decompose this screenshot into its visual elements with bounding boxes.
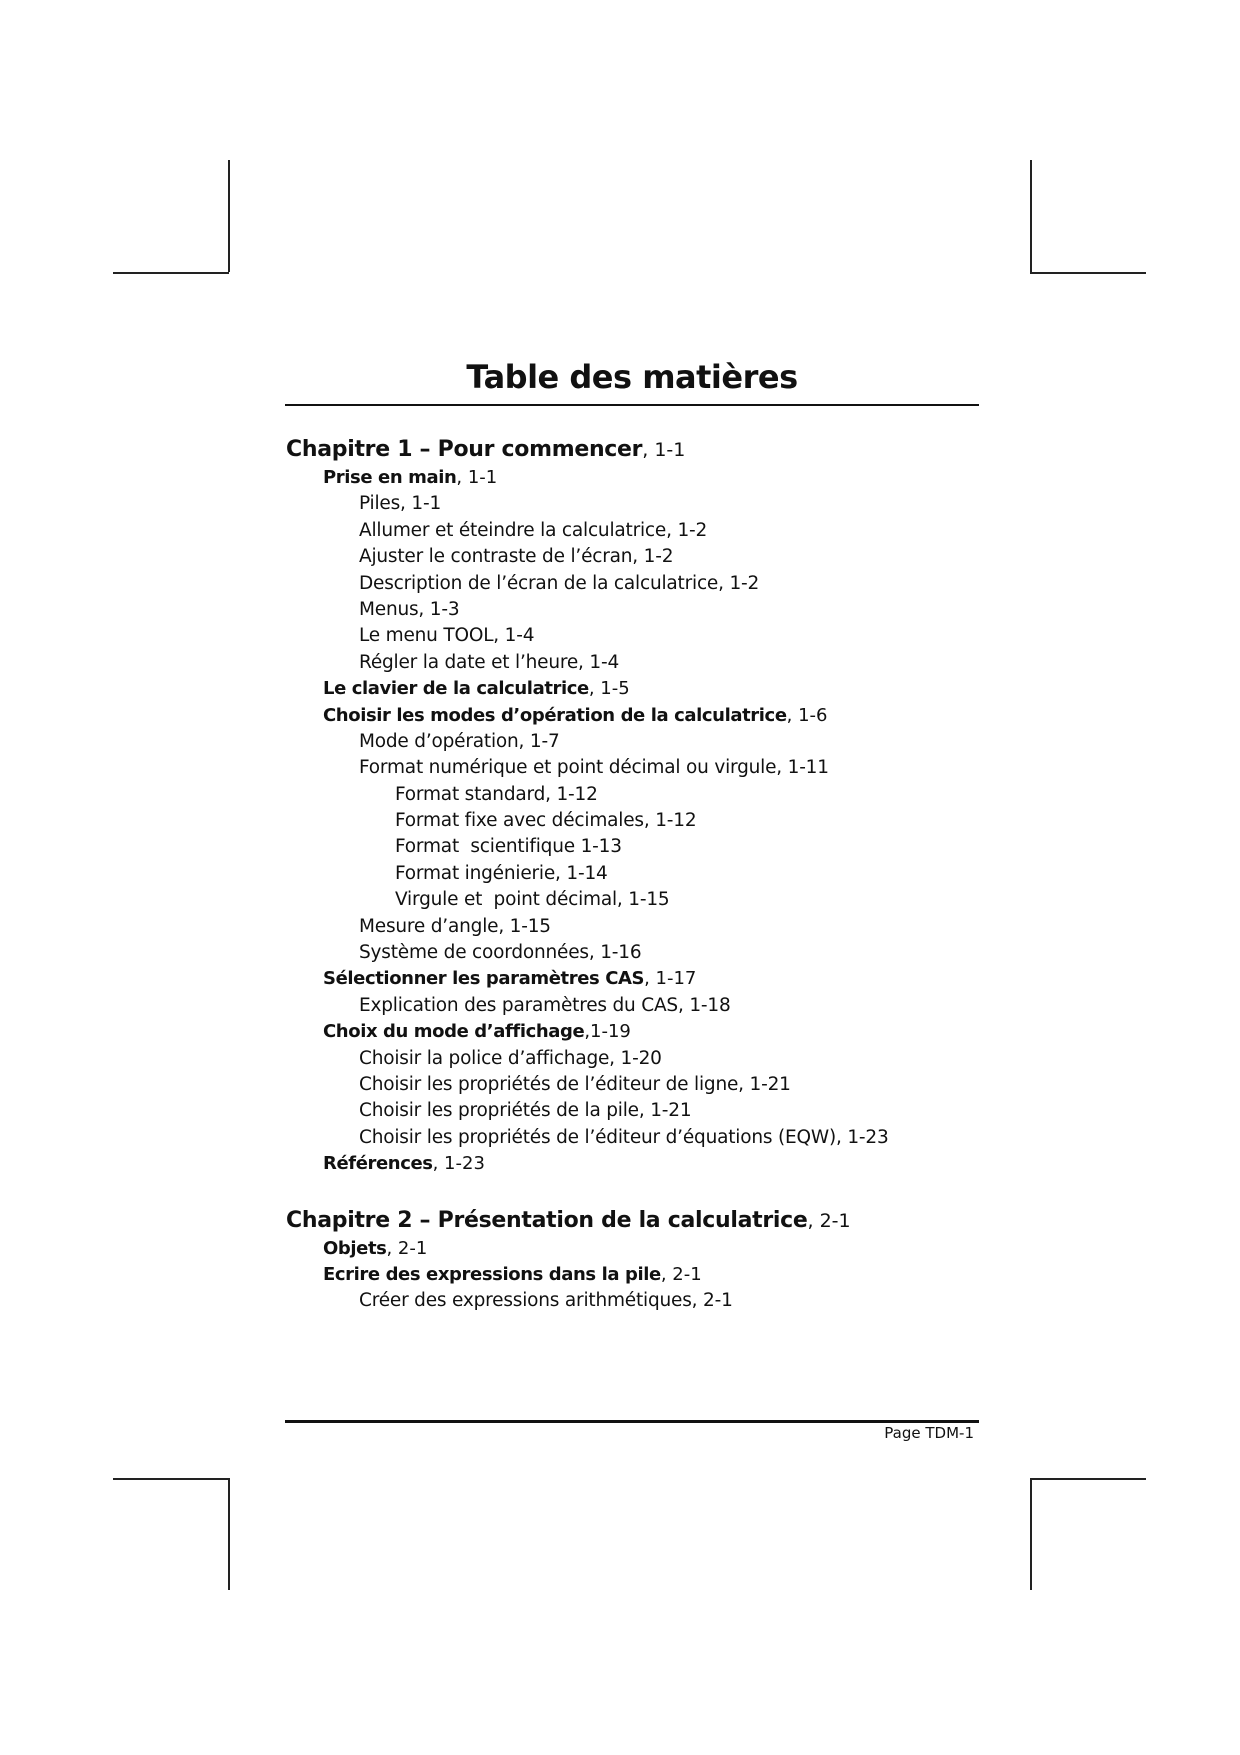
toc-section[interactable]: Choix du mode d’affichage,1-19 [323,1021,631,1043]
chapter-heading-1[interactable] [286,435,986,465]
toc-subsection[interactable]: Choisir les propriétés de la pile, 1-21 [359,1100,692,1122]
chapter-heading-2[interactable] [286,1206,986,1236]
chapter-page: , 1-1 [642,439,686,461]
crop-mark-bottom-left-horizontal [113,1478,229,1480]
toc-subsection[interactable]: Système de coordonnées, 1-16 [359,942,642,964]
crop-mark-top-left-horizontal [113,272,229,274]
toc-section[interactable]: Le clavier de la calculatrice, 1-5 [323,678,630,700]
toc-section[interactable]: Prise en main, 1-1 [323,467,498,488]
toc-section[interactable]: Objets, 2-1 [323,1237,428,1259]
page-number: Page TDM-1 [884,1424,974,1442]
toc-section[interactable]: Choisir les modes d’opération de la calculatrice, 1-6 [323,704,828,726]
crop-mark-bottom-left-vertical [228,1478,230,1590]
crop-mark-bottom-right-vertical [1030,1478,1032,1590]
toc-subsection[interactable]: Mode d’opération, 1-7 [359,730,560,752]
table-of-contents [286,435,986,1315]
toc-subsection[interactable]: Le menu TOOL, 1-4 [359,625,535,647]
page-title: Table des matières [466,358,798,396]
toc-subsection[interactable]: Format numérique et point décimal ou virgule, 1-11 [359,757,829,779]
toc-subsubsection[interactable]: Format scientifique 1-13 [395,836,622,858]
toc-subsubsection[interactable]: Format fixe avec décimales, 1-12 [395,810,697,832]
toc-subsection[interactable]: Piles, 1-1 [359,493,442,515]
toc-subsection[interactable]: Allumer et éteindre la calculatrice, 1-2 [359,519,708,541]
toc-subsection[interactable]: Explication des paramètres du CAS, 1-18 [359,994,731,1016]
toc-subsection[interactable]: Menus, 1-3 [359,598,460,620]
crop-mark-bottom-right-horizontal [1030,1478,1146,1480]
toc-subsection[interactable]: Choisir la police d’affichage, 1-20 [359,1047,662,1069]
toc-subsubsection[interactable]: Format ingénierie, 1-14 [395,862,608,884]
chapter-page: , 2-1 [807,1209,851,1232]
crop-mark-top-left-vertical [228,160,230,272]
toc-subsubsection[interactable]: Format standard, 1-12 [395,783,598,805]
toc-subsubsection[interactable]: Virgule et point décimal, 1-15 [395,889,670,911]
toc-section[interactable]: Références, 1-23 [323,1153,485,1175]
toc-subsection[interactable]: Mesure d’angle, 1-15 [359,915,551,937]
toc-subsection[interactable]: Choisir les propriétés de l’éditeur de ligne, 1-21 [359,1073,791,1095]
crop-mark-top-right-vertical [1030,160,1032,272]
chapter-title: Chapitre 2 – Présentation de la calculatrice [286,1207,808,1233]
toc-subsection[interactable]: Créer des expressions arithmétiques, 2-1 [359,1290,733,1312]
footer-rule [285,1420,979,1423]
chapter-title: Chapitre 1 – Pour commencer [286,437,643,462]
toc-subsection[interactable]: Description de l’écran de la calculatrice, 1-2 [359,572,760,594]
toc-subsection[interactable]: Choisir les propriétés de l’éditeur d’équations (EQW), 1-23 [359,1126,889,1148]
toc-section[interactable]: Ecrire des expressions dans la pile, 2-1 [323,1263,702,1285]
toc-subsection[interactable]: Ajuster le contraste de l’écran, 1-2 [359,546,674,568]
toc-section[interactable]: Sélectionner les paramètres CAS, 1-17 [323,968,697,990]
toc-subsection[interactable]: Régler la date et l’heure, 1-4 [359,651,620,673]
title-rule [285,404,979,406]
crop-mark-top-right-horizontal [1030,272,1146,274]
